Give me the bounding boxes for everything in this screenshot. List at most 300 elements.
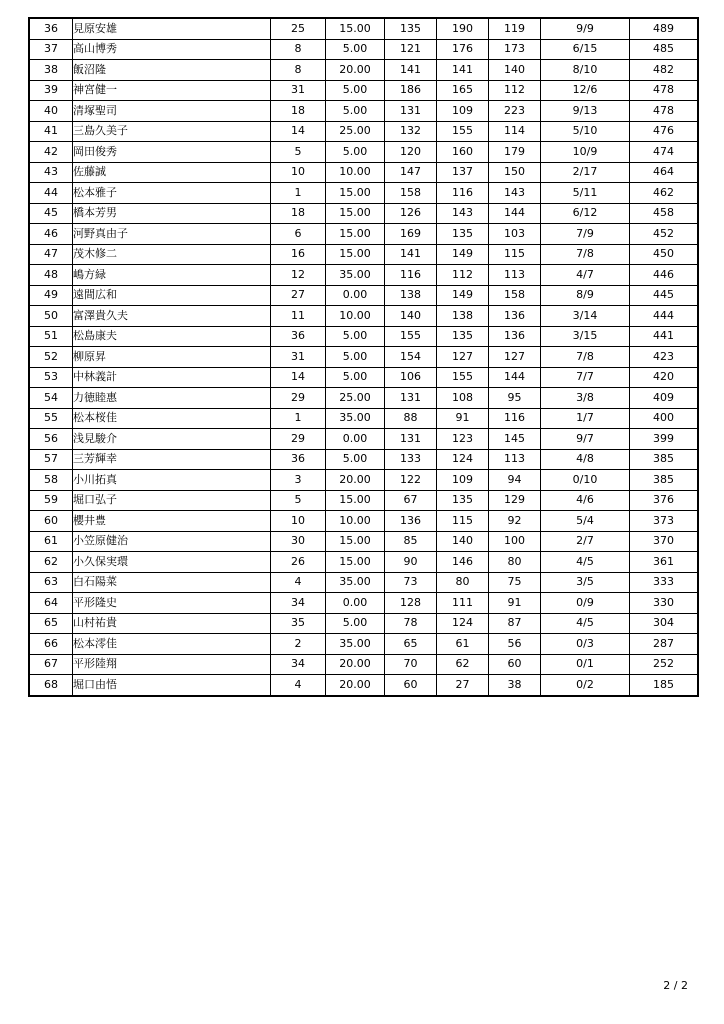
- team-number-cell: 11: [271, 306, 326, 327]
- table-row: [29, 531, 698, 552]
- score-2-cell: 124: [437, 613, 489, 634]
- score-2-cell: 149: [437, 285, 489, 306]
- total-score-cell: 478: [630, 80, 699, 101]
- score-2-cell: 146: [437, 552, 489, 573]
- score-3-cell: 92: [489, 511, 541, 532]
- total-score-cell: 330: [630, 593, 699, 614]
- rank-cell: 50: [29, 306, 73, 327]
- rank-cell: 60: [29, 511, 73, 532]
- rank-cell: 56: [29, 429, 73, 450]
- score-1-cell: 131: [385, 429, 437, 450]
- ratio-cell: 3/5: [541, 572, 630, 593]
- table-row: [29, 552, 698, 573]
- score-1-cell: 132: [385, 121, 437, 142]
- table-row: [29, 613, 698, 634]
- team-number-cell: 35: [271, 613, 326, 634]
- score-1-cell: 138: [385, 285, 437, 306]
- name-cell: 松島康夫: [73, 326, 271, 347]
- rank-cell: 61: [29, 531, 73, 552]
- percentage-cell: 20.00: [326, 60, 385, 81]
- table-row: [29, 511, 698, 532]
- total-score-cell: 287: [630, 634, 699, 655]
- name-cell: 力徳睦惠: [73, 388, 271, 409]
- name-cell: 佐藤誠: [73, 162, 271, 183]
- team-number-cell: 14: [271, 367, 326, 388]
- name-cell: 河野真由子: [73, 224, 271, 245]
- score-3-cell: 114: [489, 121, 541, 142]
- percentage-cell: 15.00: [326, 18, 385, 39]
- ratio-cell: 3/8: [541, 388, 630, 409]
- score-3-cell: 113: [489, 265, 541, 286]
- score-3-cell: 94: [489, 470, 541, 491]
- percentage-cell: 35.00: [326, 634, 385, 655]
- table-row: [29, 490, 698, 511]
- team-number-cell: 31: [271, 80, 326, 101]
- ratio-cell: 6/15: [541, 39, 630, 60]
- rank-cell: 66: [29, 634, 73, 655]
- percentage-cell: 0.00: [326, 429, 385, 450]
- table-row: [29, 306, 698, 327]
- score-2-cell: 123: [437, 429, 489, 450]
- table-row: [29, 224, 698, 245]
- name-cell: 見原安雄: [73, 18, 271, 39]
- score-3-cell: 75: [489, 572, 541, 593]
- percentage-cell: 0.00: [326, 593, 385, 614]
- percentage-cell: 15.00: [326, 203, 385, 224]
- total-score-cell: 373: [630, 511, 699, 532]
- score-1-cell: 133: [385, 449, 437, 470]
- total-score-cell: 478: [630, 101, 699, 122]
- rank-cell: 51: [29, 326, 73, 347]
- table-row: [29, 388, 698, 409]
- score-3-cell: 140: [489, 60, 541, 81]
- name-cell: 岡田俊秀: [73, 142, 271, 163]
- ratio-cell: 4/7: [541, 265, 630, 286]
- table-row: [29, 142, 698, 163]
- percentage-cell: 35.00: [326, 408, 385, 429]
- name-cell: 浅見駿介: [73, 429, 271, 450]
- ratio-cell: 7/9: [541, 224, 630, 245]
- percentage-cell: 5.00: [326, 367, 385, 388]
- score-2-cell: 140: [437, 531, 489, 552]
- score-3-cell: 145: [489, 429, 541, 450]
- score-2-cell: 176: [437, 39, 489, 60]
- score-2-cell: 80: [437, 572, 489, 593]
- total-score-cell: 485: [630, 39, 699, 60]
- ratio-cell: 4/6: [541, 490, 630, 511]
- total-score-cell: 452: [630, 224, 699, 245]
- score-3-cell: 144: [489, 203, 541, 224]
- score-3-cell: 60: [489, 654, 541, 675]
- score-1-cell: 121: [385, 39, 437, 60]
- total-score-cell: 409: [630, 388, 699, 409]
- ratio-cell: 0/2: [541, 675, 630, 696]
- score-2-cell: 143: [437, 203, 489, 224]
- score-2-cell: 135: [437, 326, 489, 347]
- table-row: [29, 285, 698, 306]
- score-3-cell: 95: [489, 388, 541, 409]
- score-2-cell: 138: [437, 306, 489, 327]
- percentage-cell: 0.00: [326, 285, 385, 306]
- name-cell: 富澤貴久夫: [73, 306, 271, 327]
- score-3-cell: 56: [489, 634, 541, 655]
- score-1-cell: 131: [385, 101, 437, 122]
- table-row: [29, 18, 698, 39]
- rank-cell: 49: [29, 285, 73, 306]
- team-number-cell: 10: [271, 162, 326, 183]
- team-number-cell: 18: [271, 101, 326, 122]
- team-number-cell: 27: [271, 285, 326, 306]
- total-score-cell: 361: [630, 552, 699, 573]
- table-row: [29, 449, 698, 470]
- team-number-cell: 5: [271, 490, 326, 511]
- ratio-cell: 2/17: [541, 162, 630, 183]
- score-1-cell: 147: [385, 162, 437, 183]
- score-1-cell: 120: [385, 142, 437, 163]
- team-number-cell: 14: [271, 121, 326, 142]
- percentage-cell: 15.00: [326, 224, 385, 245]
- score-1-cell: 131: [385, 388, 437, 409]
- score-2-cell: 27: [437, 675, 489, 696]
- score-1-cell: 78: [385, 613, 437, 634]
- score-1-cell: 140: [385, 306, 437, 327]
- percentage-cell: 5.00: [326, 142, 385, 163]
- score-1-cell: 154: [385, 347, 437, 368]
- rank-cell: 65: [29, 613, 73, 634]
- total-score-cell: 489: [630, 18, 699, 39]
- table-row: [29, 203, 698, 224]
- score-3-cell: 38: [489, 675, 541, 696]
- name-cell: 櫻井豊: [73, 511, 271, 532]
- total-score-cell: 474: [630, 142, 699, 163]
- score-1-cell: 90: [385, 552, 437, 573]
- name-cell: 小川拓真: [73, 470, 271, 491]
- table-row: [29, 634, 698, 655]
- rank-cell: 41: [29, 121, 73, 142]
- total-score-cell: 444: [630, 306, 699, 327]
- table-row: [29, 101, 698, 122]
- total-score-cell: 185: [630, 675, 699, 696]
- name-cell: 高山博秀: [73, 39, 271, 60]
- team-number-cell: 31: [271, 347, 326, 368]
- total-score-cell: 304: [630, 613, 699, 634]
- team-number-cell: 3: [271, 470, 326, 491]
- total-score-cell: 450: [630, 244, 699, 265]
- rank-cell: 67: [29, 654, 73, 675]
- rank-cell: 68: [29, 675, 73, 696]
- team-number-cell: 29: [271, 429, 326, 450]
- score-3-cell: 100: [489, 531, 541, 552]
- team-number-cell: 1: [271, 408, 326, 429]
- table-row: [29, 367, 698, 388]
- ratio-cell: 7/8: [541, 347, 630, 368]
- name-cell: 茂木修二: [73, 244, 271, 265]
- name-cell: 松本澪佳: [73, 634, 271, 655]
- score-2-cell: 112: [437, 265, 489, 286]
- score-3-cell: 173: [489, 39, 541, 60]
- team-number-cell: 4: [271, 675, 326, 696]
- table-row: [29, 408, 698, 429]
- score-2-cell: 108: [437, 388, 489, 409]
- name-cell: 平形陸翔: [73, 654, 271, 675]
- percentage-cell: 25.00: [326, 121, 385, 142]
- table-row: [29, 265, 698, 286]
- ratio-cell: 12/6: [541, 80, 630, 101]
- score-3-cell: 119: [489, 18, 541, 39]
- table-row: [29, 572, 698, 593]
- percentage-cell: 15.00: [326, 490, 385, 511]
- rank-cell: 57: [29, 449, 73, 470]
- ratio-cell: 10/9: [541, 142, 630, 163]
- team-number-cell: 12: [271, 265, 326, 286]
- score-2-cell: 91: [437, 408, 489, 429]
- score-1-cell: 85: [385, 531, 437, 552]
- score-2-cell: 190: [437, 18, 489, 39]
- total-score-cell: 462: [630, 183, 699, 204]
- total-score-cell: 420: [630, 367, 699, 388]
- ratio-cell: 7/7: [541, 367, 630, 388]
- rank-cell: 53: [29, 367, 73, 388]
- page-number: 2 / 2: [663, 979, 688, 992]
- rank-cell: 52: [29, 347, 73, 368]
- percentage-cell: 5.00: [326, 347, 385, 368]
- score-1-cell: 126: [385, 203, 437, 224]
- rank-cell: 44: [29, 183, 73, 204]
- score-3-cell: 136: [489, 326, 541, 347]
- score-2-cell: 109: [437, 470, 489, 491]
- name-cell: 小久保実環: [73, 552, 271, 573]
- team-number-cell: 34: [271, 654, 326, 675]
- score-1-cell: 106: [385, 367, 437, 388]
- score-1-cell: 67: [385, 490, 437, 511]
- name-cell: 飯沼隆: [73, 60, 271, 81]
- percentage-cell: 20.00: [326, 470, 385, 491]
- table-row: [29, 183, 698, 204]
- percentage-cell: 5.00: [326, 613, 385, 634]
- percentage-cell: 10.00: [326, 306, 385, 327]
- percentage-cell: 15.00: [326, 244, 385, 265]
- team-number-cell: 30: [271, 531, 326, 552]
- percentage-cell: 15.00: [326, 183, 385, 204]
- percentage-cell: 10.00: [326, 511, 385, 532]
- rank-cell: 64: [29, 593, 73, 614]
- name-cell: 堀口弘子: [73, 490, 271, 511]
- ratio-cell: 8/9: [541, 285, 630, 306]
- name-cell: 遠間広和: [73, 285, 271, 306]
- ratio-cell: 6/12: [541, 203, 630, 224]
- ratio-cell: 9/9: [541, 18, 630, 39]
- team-number-cell: 26: [271, 552, 326, 573]
- table-row: [29, 80, 698, 101]
- ratio-cell: 9/7: [541, 429, 630, 450]
- rank-cell: 39: [29, 80, 73, 101]
- name-cell: 嶋方緑: [73, 265, 271, 286]
- name-cell: 堀口由悟: [73, 675, 271, 696]
- name-cell: 三島久美子: [73, 121, 271, 142]
- ratio-cell: 3/14: [541, 306, 630, 327]
- total-score-cell: 445: [630, 285, 699, 306]
- ratio-cell: 2/7: [541, 531, 630, 552]
- ratio-cell: 4/5: [541, 613, 630, 634]
- score-2-cell: 124: [437, 449, 489, 470]
- percentage-cell: 25.00: [326, 388, 385, 409]
- score-2-cell: 111: [437, 593, 489, 614]
- score-3-cell: 129: [489, 490, 541, 511]
- total-score-cell: 458: [630, 203, 699, 224]
- score-1-cell: 141: [385, 244, 437, 265]
- team-number-cell: 29: [271, 388, 326, 409]
- ratio-cell: 3/15: [541, 326, 630, 347]
- total-score-cell: 476: [630, 121, 699, 142]
- score-3-cell: 144: [489, 367, 541, 388]
- score-1-cell: 158: [385, 183, 437, 204]
- rank-cell: 38: [29, 60, 73, 81]
- team-number-cell: 36: [271, 326, 326, 347]
- percentage-cell: 20.00: [326, 675, 385, 696]
- score-2-cell: 155: [437, 367, 489, 388]
- rank-cell: 55: [29, 408, 73, 429]
- ratio-cell: 5/11: [541, 183, 630, 204]
- score-2-cell: 62: [437, 654, 489, 675]
- ratio-cell: 4/8: [541, 449, 630, 470]
- ratio-cell: 9/13: [541, 101, 630, 122]
- name-cell: 松本雅子: [73, 183, 271, 204]
- team-number-cell: 8: [271, 39, 326, 60]
- team-number-cell: 16: [271, 244, 326, 265]
- rank-cell: 36: [29, 18, 73, 39]
- rank-cell: 47: [29, 244, 73, 265]
- rank-cell: 58: [29, 470, 73, 491]
- team-number-cell: 18: [271, 203, 326, 224]
- ratio-cell: 0/3: [541, 634, 630, 655]
- name-cell: 清塚聖司: [73, 101, 271, 122]
- total-score-cell: 482: [630, 60, 699, 81]
- score-2-cell: 61: [437, 634, 489, 655]
- score-3-cell: 223: [489, 101, 541, 122]
- score-3-cell: 143: [489, 183, 541, 204]
- percentage-cell: 35.00: [326, 572, 385, 593]
- score-3-cell: 150: [489, 162, 541, 183]
- total-score-cell: 399: [630, 429, 699, 450]
- total-score-cell: 400: [630, 408, 699, 429]
- percentage-cell: 5.00: [326, 449, 385, 470]
- name-cell: 柳原昇: [73, 347, 271, 368]
- total-score-cell: 252: [630, 654, 699, 675]
- name-cell: 山村祐貴: [73, 613, 271, 634]
- score-1-cell: 136: [385, 511, 437, 532]
- score-3-cell: 87: [489, 613, 541, 634]
- team-number-cell: 10: [271, 511, 326, 532]
- percentage-cell: 20.00: [326, 654, 385, 675]
- ratio-cell: 7/8: [541, 244, 630, 265]
- rank-cell: 37: [29, 39, 73, 60]
- percentage-cell: 15.00: [326, 531, 385, 552]
- name-cell: 神宮健一: [73, 80, 271, 101]
- table-row: [29, 60, 698, 81]
- results-table-body: [29, 18, 698, 696]
- name-cell: 平形隆史: [73, 593, 271, 614]
- score-2-cell: 116: [437, 183, 489, 204]
- score-1-cell: 135: [385, 18, 437, 39]
- table-row: [29, 347, 698, 368]
- score-2-cell: 127: [437, 347, 489, 368]
- team-number-cell: 2: [271, 634, 326, 655]
- total-score-cell: 464: [630, 162, 699, 183]
- score-2-cell: 135: [437, 224, 489, 245]
- percentage-cell: 5.00: [326, 326, 385, 347]
- team-number-cell: 4: [271, 572, 326, 593]
- ratio-cell: 4/5: [541, 552, 630, 573]
- rank-cell: 45: [29, 203, 73, 224]
- score-1-cell: 116: [385, 265, 437, 286]
- team-number-cell: 5: [271, 142, 326, 163]
- ratio-cell: 5/4: [541, 511, 630, 532]
- total-score-cell: 385: [630, 470, 699, 491]
- name-cell: 松本桜佳: [73, 408, 271, 429]
- score-1-cell: 169: [385, 224, 437, 245]
- results-table: [28, 17, 699, 697]
- rank-cell: 48: [29, 265, 73, 286]
- team-number-cell: 6: [271, 224, 326, 245]
- total-score-cell: 385: [630, 449, 699, 470]
- percentage-cell: 35.00: [326, 265, 385, 286]
- score-1-cell: 155: [385, 326, 437, 347]
- total-score-cell: 441: [630, 326, 699, 347]
- percentage-cell: 15.00: [326, 552, 385, 573]
- score-1-cell: 88: [385, 408, 437, 429]
- ratio-cell: 0/1: [541, 654, 630, 675]
- table-row: [29, 470, 698, 491]
- rank-cell: 62: [29, 552, 73, 573]
- name-cell: 三芳輝幸: [73, 449, 271, 470]
- rank-cell: 54: [29, 388, 73, 409]
- table-row: [29, 121, 698, 142]
- name-cell: 白石陽菜: [73, 572, 271, 593]
- ratio-cell: 1/7: [541, 408, 630, 429]
- name-cell: 小笠原健治: [73, 531, 271, 552]
- rank-cell: 46: [29, 224, 73, 245]
- table-row: [29, 429, 698, 450]
- table-row: [29, 39, 698, 60]
- score-3-cell: 136: [489, 306, 541, 327]
- table-row: [29, 326, 698, 347]
- score-2-cell: 155: [437, 121, 489, 142]
- score-2-cell: 135: [437, 490, 489, 511]
- total-score-cell: 370: [630, 531, 699, 552]
- score-3-cell: 103: [489, 224, 541, 245]
- rank-cell: 63: [29, 572, 73, 593]
- team-number-cell: 25: [271, 18, 326, 39]
- score-2-cell: 115: [437, 511, 489, 532]
- table-row: [29, 654, 698, 675]
- score-3-cell: 127: [489, 347, 541, 368]
- score-1-cell: 128: [385, 593, 437, 614]
- total-score-cell: 423: [630, 347, 699, 368]
- score-1-cell: 65: [385, 634, 437, 655]
- score-2-cell: 149: [437, 244, 489, 265]
- score-3-cell: 115: [489, 244, 541, 265]
- score-1-cell: 70: [385, 654, 437, 675]
- ratio-cell: 5/10: [541, 121, 630, 142]
- score-3-cell: 113: [489, 449, 541, 470]
- name-cell: 橋本芳男: [73, 203, 271, 224]
- table-row: [29, 162, 698, 183]
- score-3-cell: 91: [489, 593, 541, 614]
- table-row: [29, 593, 698, 614]
- table-row: [29, 675, 698, 696]
- rank-cell: 59: [29, 490, 73, 511]
- score-1-cell: 73: [385, 572, 437, 593]
